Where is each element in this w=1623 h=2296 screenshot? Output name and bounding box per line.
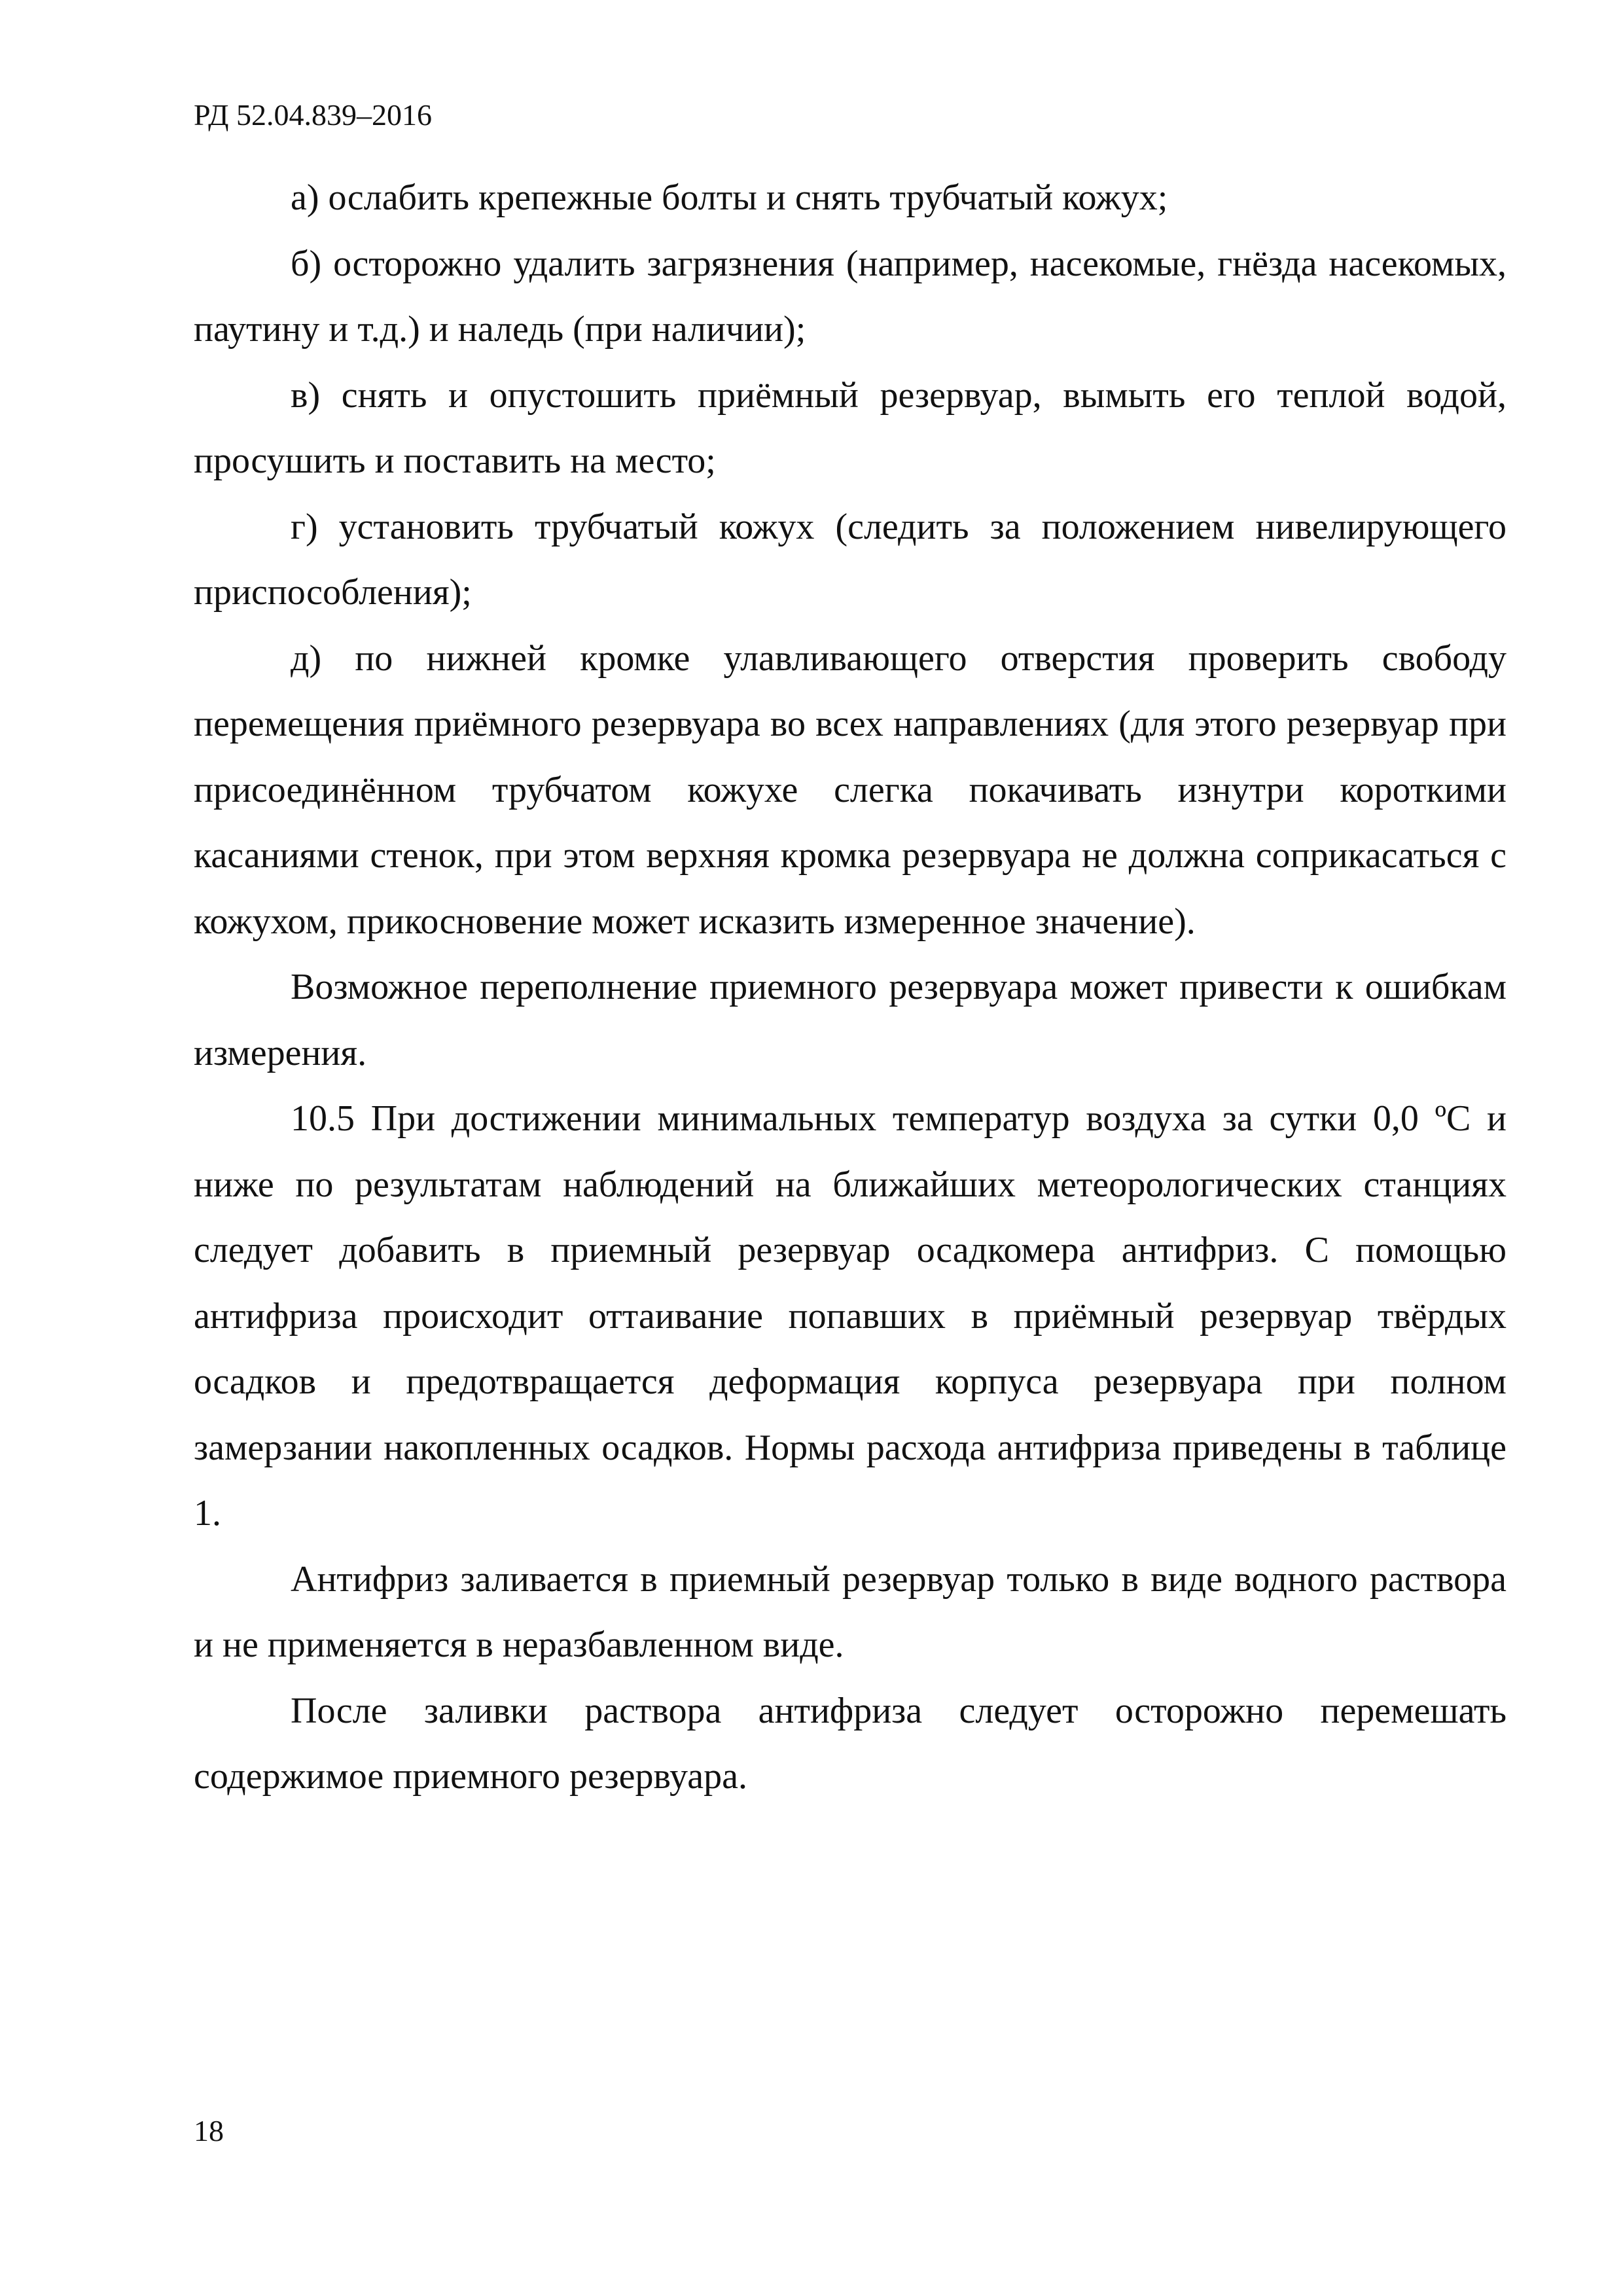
paragraph-item-a: а) ослабить крепежные болты и снять трубчатый кожух; [291, 177, 1168, 218]
paragraph-section-10-5: 10.5 При достижении минимальных температур воздуха за сутки 0,0 ºС и ниже по результатам наблюдений на ближайших метеорологических станциях следует добавить в приемный резервуар осадкомера антифриз. С помощью антифриза происходит оттаивание попавших в приёмный резервуар твёрдых осадков и предотвращается деформация корпуса резервуара при полном замерзании накопленных осадков. Нормы расхода антифриза приведены в таблице 1. [194, 1098, 1507, 1534]
paragraph-item-v: в) снять и опустошить приёмный резервуар, вымыть его теплой водой, просушить и поставить на место; [194, 374, 1507, 481]
paragraph-item-g: г) установить трубчатый кожух (следить за положением нивелирующего приспособления); [194, 506, 1507, 613]
paragraph-item-b: б) осторожно удалить загрязнения (например, насекомые, гнёзда насекомых, паутину и т.д.) и наледь (при наличии); [194, 243, 1507, 350]
page-number: 18 [194, 2114, 224, 2147]
paragraph-mixing: После заливки раствора антифриза следует осторожно перемешать содержимое приемного резервуара. [194, 1690, 1507, 1797]
paragraph-overflow-note: Возможное переполнение приемного резервуара может привести к ошибкам измерения. [194, 967, 1507, 1073]
document-code-header: РД 52.04.839–2016 [194, 98, 433, 132]
paragraph-item-d: д) по нижней кромке улавливающего отверстия проверить свободу перемещения приёмного резервуара во всех направлениях (для этого резервуар при присоединённом трубчатом кожухе слегка покачивать изнутри короткими касаниями стенок, при этом верхняя кромка резервуара не должна соприкасаться с кожухом, прикосновение может исказить измеренное значение). [194, 637, 1507, 942]
paragraph-antifreeze-solution: Антифриз заливается в приемный резервуар только в виде водного раствора и не применяется в неразбавленном виде. [194, 1558, 1507, 1665]
document-body [194, 165, 1507, 1810]
